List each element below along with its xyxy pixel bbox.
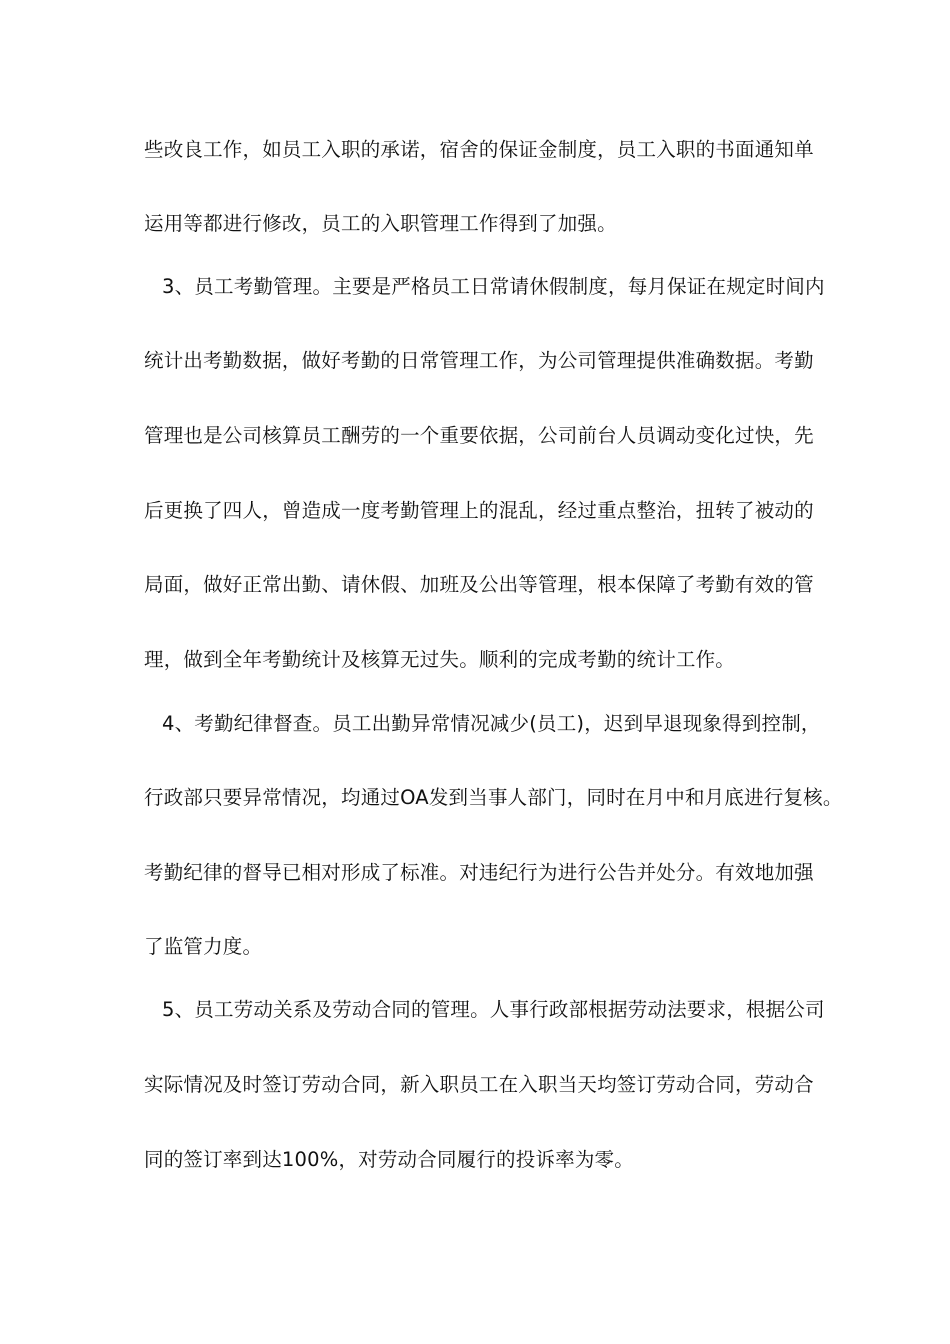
- text-line: 了监管力度。: [144, 935, 263, 958]
- text-line: 局面，做好正常出勤、请休假、加班及公出等管理，根本保障了考勤有效的管: [144, 573, 814, 596]
- text-line: 5、员工劳动关系及劳动合同的管理。人事行政部根据劳动法要求，根据公司: [162, 998, 825, 1021]
- text-line: 行政部只要异常情况，均通过OA发到当事人部门，同时在月中和月底进行复核。: [144, 786, 843, 809]
- text-line: 统计出考勤数据，做好考勤的日常管理工作，为公司管理提供准确数据。考勤: [144, 349, 814, 372]
- text-line: 管理也是公司核算员工酬劳的一个重要依据，公司前台人员调动变化过快，先: [144, 424, 814, 447]
- text-line: 理，做到全年考勤统计及核算无过失。顺利的完成考勤的统计工作。: [144, 648, 736, 671]
- text-line: 实际情况及时签订劳动合同，新入职员工在入职当天均签订劳动合同，劳动合: [144, 1073, 814, 1096]
- text-line: 些改良工作，如员工入职的承诺，宿舍的保证金制度，员工入职的书面通知单: [144, 138, 814, 161]
- text-line: 同的签订率到达100%，对劳动合同履行的投诉率为零。: [144, 1148, 634, 1171]
- text-line: 3、员工考勤管理。主要是严格员工日常请休假制度，每月保证在规定时间内: [162, 275, 825, 298]
- text-line: 运用等都进行修改，员工的入职管理工作得到了加强。: [144, 212, 617, 235]
- text-line: 后更换了四人，曾造成一度考勤管理上的混乱，经过重点整治，扭转了被动的: [144, 499, 814, 522]
- text-line: 考勤纪律的督导已相对形成了标准。对违纪行为进行公告并处分。有效地加强: [144, 861, 814, 884]
- text-line: 4、考勤纪律督查。员工出勤异常情况减少(员工)，迟到早退现象得到控制，: [162, 712, 821, 735]
